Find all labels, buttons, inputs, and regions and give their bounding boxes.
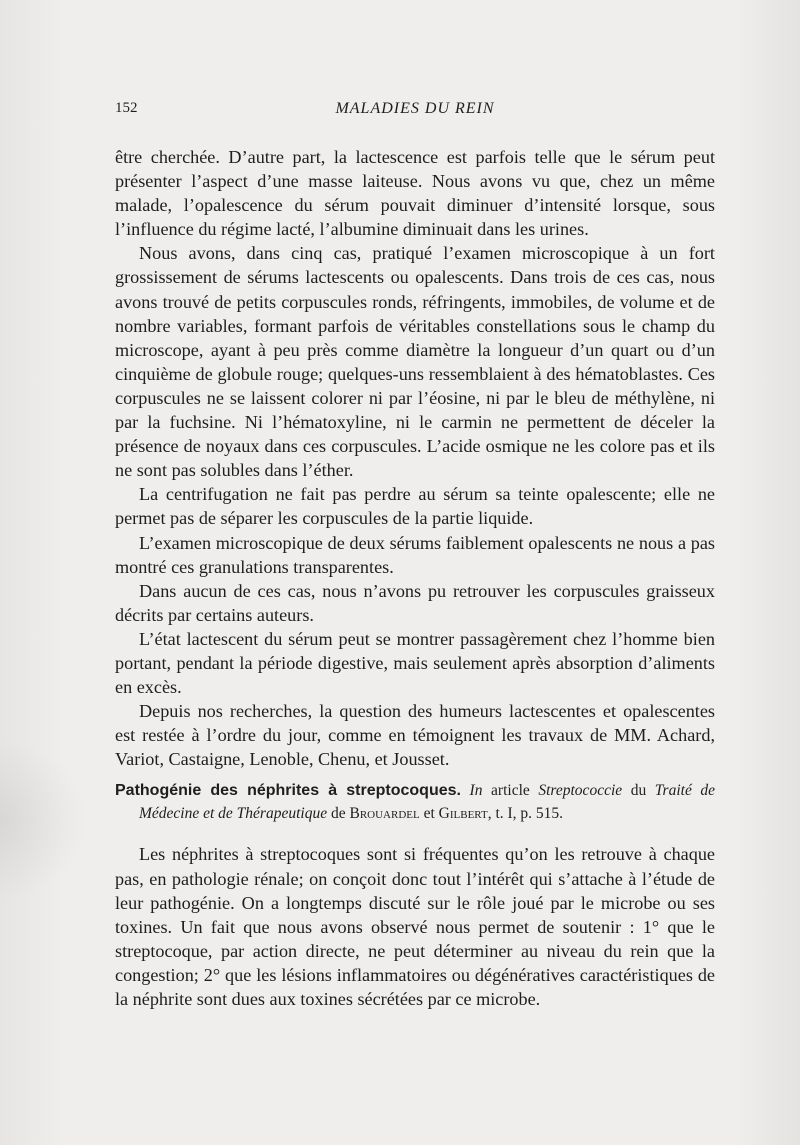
running-title: MALADIES DU REIN — [335, 100, 495, 117]
section-heading-title: Pathogénie des néphrites à streptocoques. — [115, 782, 461, 800]
reference-et: et — [423, 805, 435, 823]
reference-streptococcie: Streptococcie — [538, 782, 623, 800]
paragraph-continued: être cherchée. D’autre part, la lactescence est parfois telle que le sérum peut présenter l’aspect d’une masse laiteuse. Nous avons vu que, chez un même malade, l’opalescence du sérum pouvait diminuer d’intensité lorsque, sous l’influence du régime lacté, l’albumine diminuait dans les urines. — [115, 147, 715, 240]
paragraph: Depuis nos recherches, la question des humeurs lactescentes et opalescentes est restée à l’ordre du jour, comme en témoignent les travaux de MM. Achard, Variot, Castaigne, Lenoble, Chenu, et Jousset. — [115, 701, 715, 770]
reference-traite: Traité de Médecine et de Thérapeutique — [139, 782, 716, 823]
paragraph: La centrifugation ne fait pas perdre au sérum sa teinte opalescente; elle ne permet pas de séparer les corpuscules de la partie liquide. — [115, 484, 715, 529]
body-text — [115, 145, 715, 1011]
paragraph: L’état lactescent du sérum peut se montrer passagèrement chez l’homme bien portant, pendant la période digestive, mais seulement après absorption d’aliments en excès. — [115, 628, 715, 698]
paragraph: L’examen microscopique de deux sérums faiblement opalescents ne nous a pas montré ces granulations transparentes. — [115, 532, 715, 577]
section-heading — [115, 779, 715, 825]
page-header — [115, 100, 715, 124]
page-number: 152 — [115, 100, 138, 116]
reference-author: Brouardel — [349, 805, 420, 823]
reference-author: Gilbert — [438, 805, 488, 823]
reference-volume: , t. I, p. 515. — [487, 805, 564, 823]
paragraph: Nous avons, dans cinq cas, pratiqué l’examen microscopique à un fort grossissement de sérums lactescents ou opalescents. Dans trois de ces cas, nous avons trouvé de petits corpuscules ronds, réfringents, immobiles, de volume et de nombre variables, formant parfois de véritables constellations sous le champ du microscope, ayant à peu près comme diamètre la longueur d’un quart ou d’un cinquième de globule rouge; quelques-uns ressemblaient à des hématoblastes. Ces corpuscules ne se laissent colorer ni par l’éosine, ni par le bleu de méthylène, ni par la fuchsine. Ni l’hématoxyline, ni le carmin ne permettent de déceler la présence de noyaux dans ces corpuscules. L’acide osmique ne les colore pas et ils ne sont pas solubles dans l’éther. — [115, 243, 715, 481]
reference-in: In — [469, 782, 483, 800]
section-paragraph: Les néphrites à streptocoques sont si fréquentes qu’on les retrouve à chaque pas, en pathologie rénale; on conçoit donc tout l’intérêt qui s’attache à l’étude de leur pathogénie. On a longtemps discuté sur le rôle joué par le microbe ou ses toxines. Un fait que nous avons observé nous permet de soutenir : 1° que le streptocoque, par action directe, ne peut déterminer au niveau du rein que la congestion; 2° que les lésions inflammatoires ou dégénératives caractéristiques de la néphrite sont dues aux toxines sécrétées par ce microbe. — [115, 844, 715, 1009]
reference-de: de — [330, 805, 346, 823]
page-shadow — [0, 740, 90, 900]
paragraph: Dans aucun de ces cas, nous n’avons pu retrouver les corpuscules graisseux décrits par certains auteurs. — [115, 580, 715, 625]
reference-article: article — [491, 782, 530, 800]
reference-du: du — [630, 782, 647, 800]
